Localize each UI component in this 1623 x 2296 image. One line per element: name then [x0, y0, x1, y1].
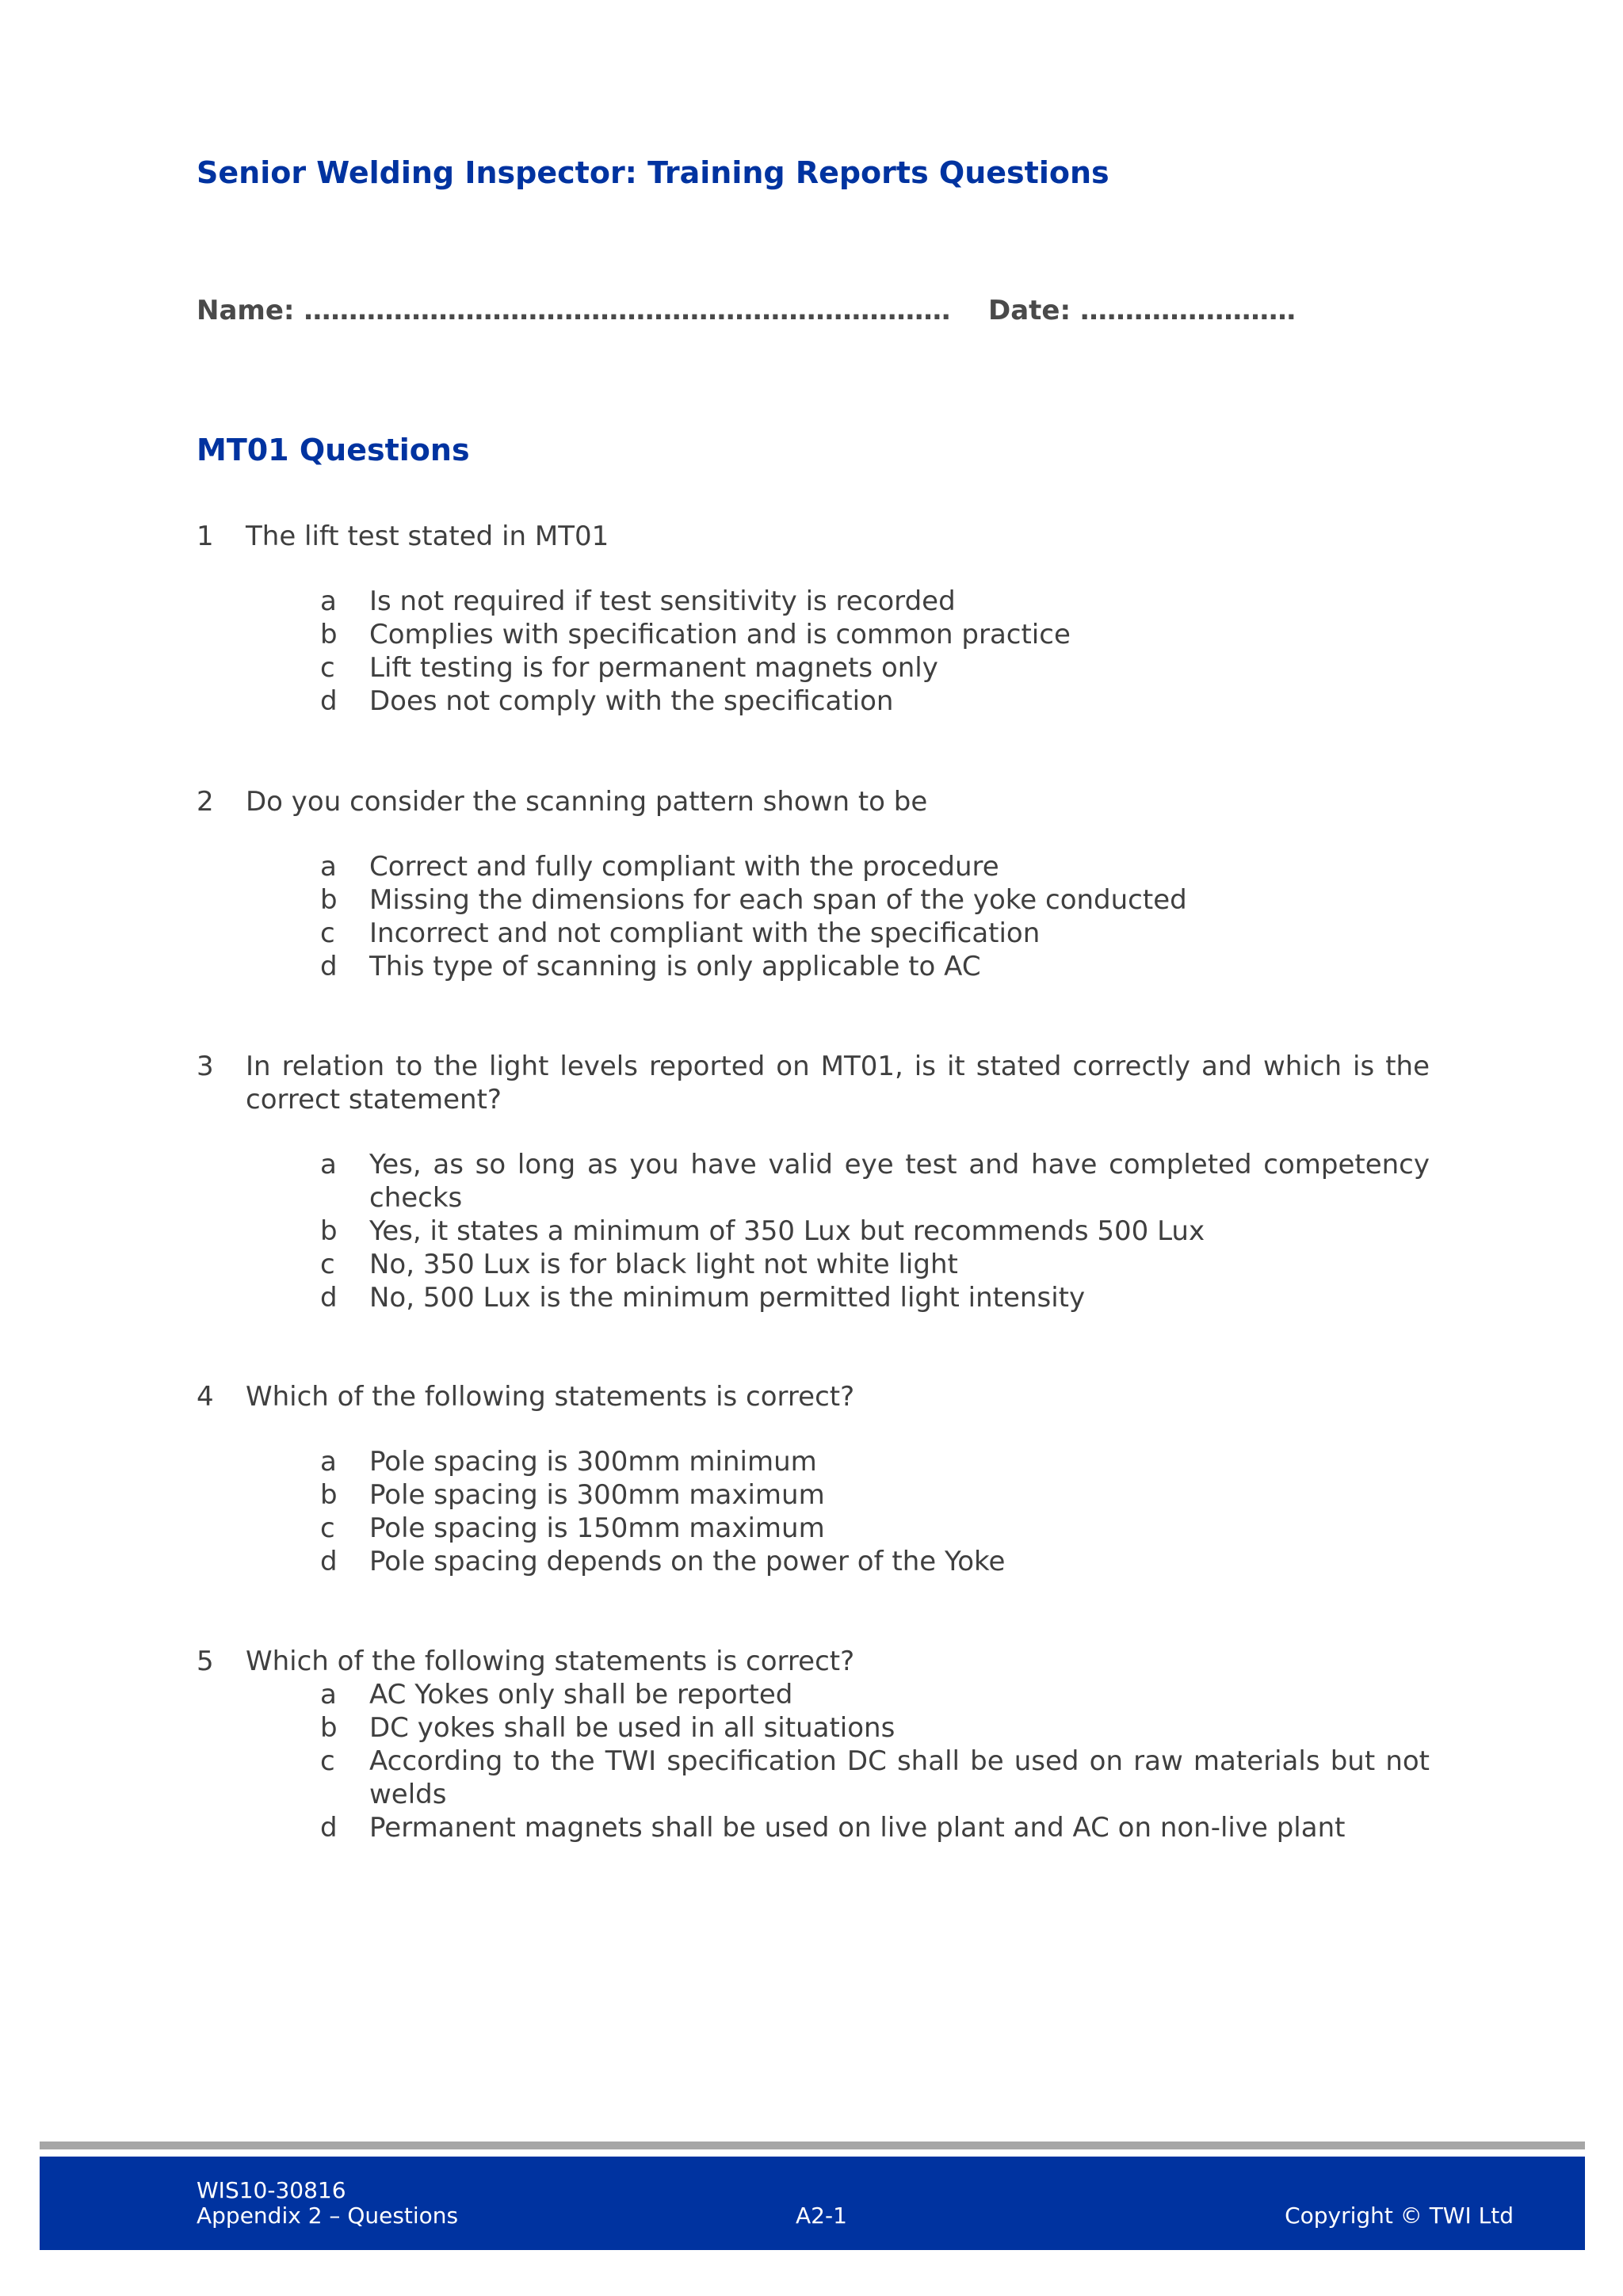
- option-letter: a: [320, 585, 337, 617]
- option-letter: b: [320, 884, 338, 916]
- option-text: No, 350 Lux is for black light not white light: [369, 1249, 958, 1280]
- option-letter: d: [320, 1546, 338, 1577]
- option-d: [197, 1545, 1430, 1578]
- option-text: Permanent magnets shall be used on live plant and AC on non-live plant: [369, 1812, 1346, 1844]
- question-number: 4: [197, 1381, 214, 1413]
- option-text: Complies with specification and is common practice: [369, 619, 1071, 650]
- question-3: [197, 1050, 1430, 1314]
- option-d: [197, 950, 1430, 983]
- option-a: [197, 585, 1430, 618]
- question-2: [197, 785, 1430, 983]
- option-text: Pole spacing is 150mm maximum: [369, 1512, 825, 1544]
- option-text: Incorrect and not compliant with the specification: [369, 917, 1041, 949]
- option-b: [197, 618, 1430, 651]
- question-number: 1: [197, 521, 214, 552]
- page-title: Senior Welding Inspector: Training Reports Questions: [197, 155, 1109, 190]
- option-letter: c: [320, 1249, 335, 1280]
- option-letter: d: [320, 685, 338, 717]
- option-letter: d: [320, 1282, 338, 1314]
- option-letter: a: [320, 1149, 337, 1180]
- option-b: [197, 1215, 1430, 1248]
- option-text: This type of scanning is only applicable to AC: [369, 951, 981, 982]
- question-number: 5: [197, 1646, 214, 1677]
- question-text: Which of the following statements is correct?: [246, 1381, 855, 1413]
- option-text: Pole spacing is 300mm minimum: [369, 1446, 817, 1478]
- option-letter: c: [320, 652, 335, 684]
- question-4: [197, 1380, 1430, 1578]
- option-b: [197, 1711, 1430, 1745]
- option-text: Correct and fully compliant with the procedure: [369, 851, 999, 883]
- option-letter: c: [320, 1745, 335, 1777]
- section-title: MT01 Questions: [197, 433, 470, 467]
- option-b: [197, 1478, 1430, 1512]
- date-field: ……………………: [1079, 295, 1296, 326]
- option-text: Does not comply with the specification: [369, 685, 894, 717]
- option-letter: c: [320, 1512, 335, 1544]
- option-letter: d: [320, 1812, 338, 1844]
- name-field: ………………………………………………………………: [304, 295, 951, 326]
- question-text: The lift test stated in MT01: [246, 521, 609, 552]
- date-label: Date:: [988, 295, 1071, 326]
- option-d: [197, 1811, 1430, 1844]
- option-text: Pole spacing depends on the power of the Yoke: [369, 1546, 1006, 1577]
- option-letter: c: [320, 917, 335, 949]
- option-text: No, 500 Lux is the minimum permitted light intensity: [369, 1282, 1086, 1314]
- option-b: [197, 883, 1430, 917]
- options-list: [197, 1678, 1430, 1844]
- option-c: [197, 651, 1430, 685]
- footer-bar: [40, 2157, 1585, 2250]
- option-text: Yes, it states a minimum of 350 Lux but recommends 500 Lux: [369, 1215, 1205, 1247]
- option-c: [197, 1745, 1430, 1811]
- option-letter: b: [320, 1712, 338, 1744]
- question-1: [197, 520, 1430, 718]
- option-text: Missing the dimensions for each span of the yoke conducted: [369, 884, 1187, 916]
- option-a: [197, 1148, 1430, 1215]
- option-text: According to the TWI specification DC shall be used on raw materials but not welds: [369, 1745, 1430, 1810]
- option-c: [197, 917, 1430, 950]
- option-text: AC Yokes only shall be reported: [369, 1679, 793, 1711]
- question-text: In relation to the light levels reported on MT01, is it stated correctly and which is the correct statement?: [246, 1051, 1430, 1116]
- options-list: [197, 585, 1430, 718]
- footer-page-number: A2-1: [796, 2203, 847, 2229]
- option-a: [197, 1445, 1430, 1478]
- options-list: [197, 850, 1430, 983]
- footer-doc-code: WIS10-30816: [197, 2177, 346, 2203]
- option-a: [197, 1678, 1430, 1711]
- option-text: Pole spacing is 300mm maximum: [369, 1479, 825, 1511]
- option-c: [197, 1248, 1430, 1281]
- option-letter: a: [320, 851, 337, 883]
- option-letter: b: [320, 1479, 338, 1511]
- option-letter: b: [320, 1215, 338, 1247]
- option-text: Lift testing is for permanent magnets only: [369, 652, 938, 684]
- option-c: [197, 1512, 1430, 1545]
- option-d: [197, 685, 1430, 718]
- option-text: Yes, as so long as you have valid eye test and have completed competency checks: [369, 1149, 1430, 1214]
- option-text: DC yokes shall be used in all situations: [369, 1712, 896, 1744]
- footer-rule: [40, 2142, 1585, 2149]
- option-letter: d: [320, 951, 338, 982]
- option-text: Is not required if test sensitivity is recorded: [369, 585, 956, 617]
- options-list: [197, 1445, 1430, 1578]
- question-number: 2: [197, 786, 214, 818]
- footer-copyright: Copyright © TWI Ltd: [1285, 2203, 1514, 2229]
- name-label: Name:: [197, 295, 295, 326]
- option-letter: b: [320, 619, 338, 650]
- question-5: [197, 1645, 1430, 1844]
- name-date-line: [197, 295, 1296, 326]
- options-list: [197, 1148, 1430, 1314]
- option-a: [197, 850, 1430, 883]
- question-text: Which of the following statements is correct?: [246, 1646, 855, 1677]
- option-letter: a: [320, 1446, 337, 1478]
- option-letter: a: [320, 1679, 337, 1711]
- option-d: [197, 1281, 1430, 1314]
- question-number: 3: [197, 1051, 214, 1082]
- footer-appendix: Appendix 2 – Questions: [197, 2203, 459, 2229]
- question-text: Do you consider the scanning pattern shown to be: [246, 786, 928, 818]
